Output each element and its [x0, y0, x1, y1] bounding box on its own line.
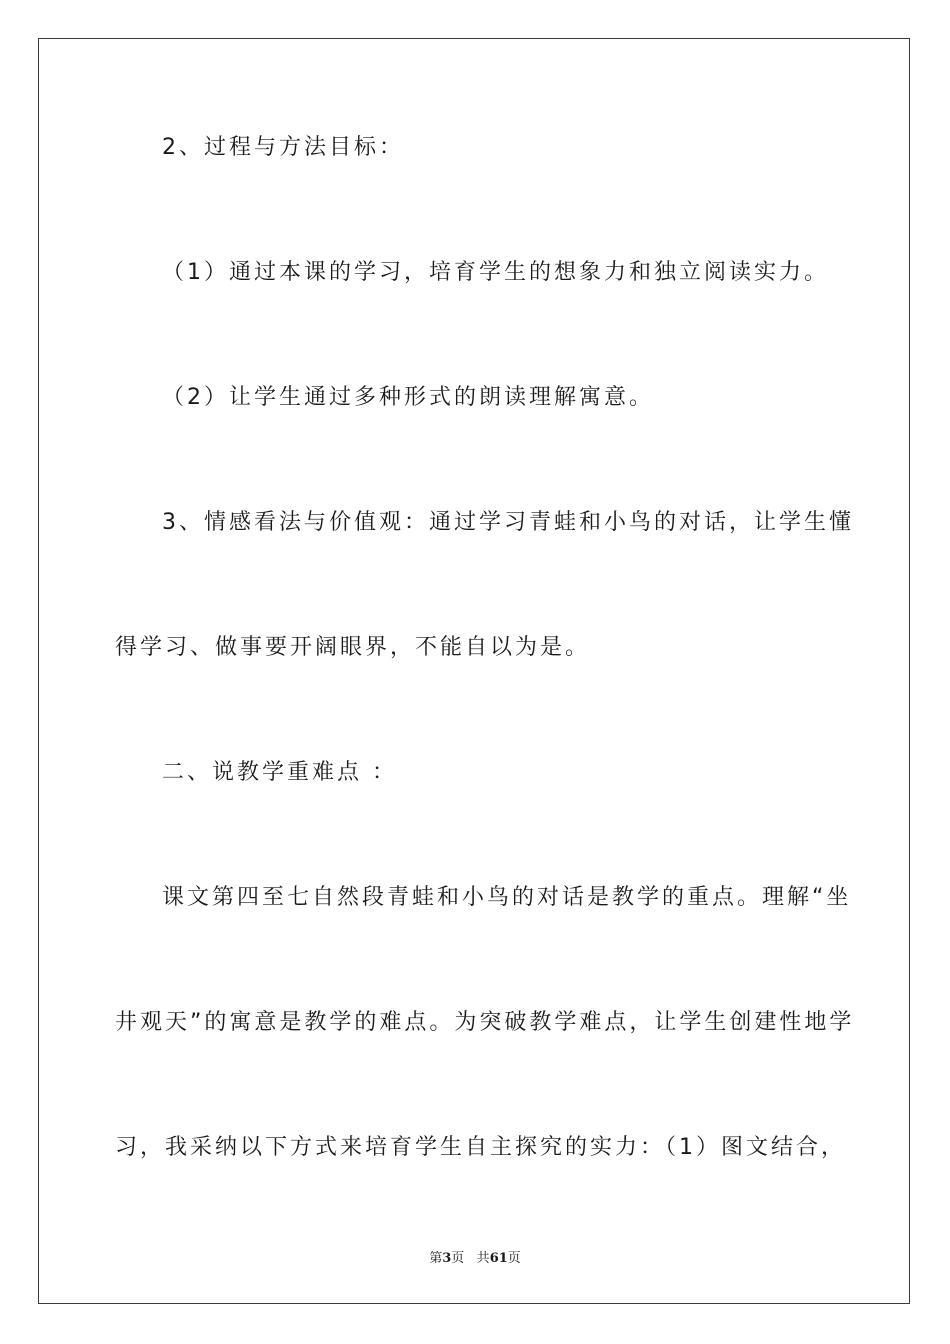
- page-border: [38, 38, 910, 1304]
- paragraph-key-points-line-3: 习，我采纳以下方式来培育学生自主探究的实力：（1）图文结合，: [115, 1135, 846, 1160]
- total-prefix: 共: [476, 1251, 490, 1266]
- page-number: 3: [442, 1251, 452, 1266]
- paragraph-emotion-goal-line-2: 得学习、做事要开阔眼界，不能自以为是。: [115, 635, 591, 660]
- paragraph-key-points-line-2: 井观天”的寓意是教学的难点。为突破教学难点，让学生创建性地学: [115, 1010, 855, 1035]
- page-prefix: 第: [429, 1251, 443, 1266]
- paragraph-key-points-line-1: 课文第四至七自然段青蛙和小鸟的对话是教学的重点。理解“坐: [162, 885, 852, 910]
- goal-item-1: （1）通过本课的学习，培育学生的想象力和独立阅读实力。: [162, 260, 829, 285]
- page-unit: 页: [451, 1251, 465, 1266]
- total-pages: 61: [489, 1251, 508, 1266]
- goal-item-2: （2）让学生通过多种形式的朗读理解寓意。: [162, 385, 654, 410]
- paragraph-emotion-goal-line-1: 3、情感看法与价值观：通过学习青蛙和小鸟的对话，让学生懂: [162, 510, 854, 535]
- heading-teaching-key-points: 二、说教学重难点 ：: [162, 760, 397, 785]
- heading-process-method-goal: 2、过程与方法目标：: [162, 135, 404, 160]
- page-footer: [0, 1247, 950, 1266]
- total-unit: 页: [507, 1251, 521, 1266]
